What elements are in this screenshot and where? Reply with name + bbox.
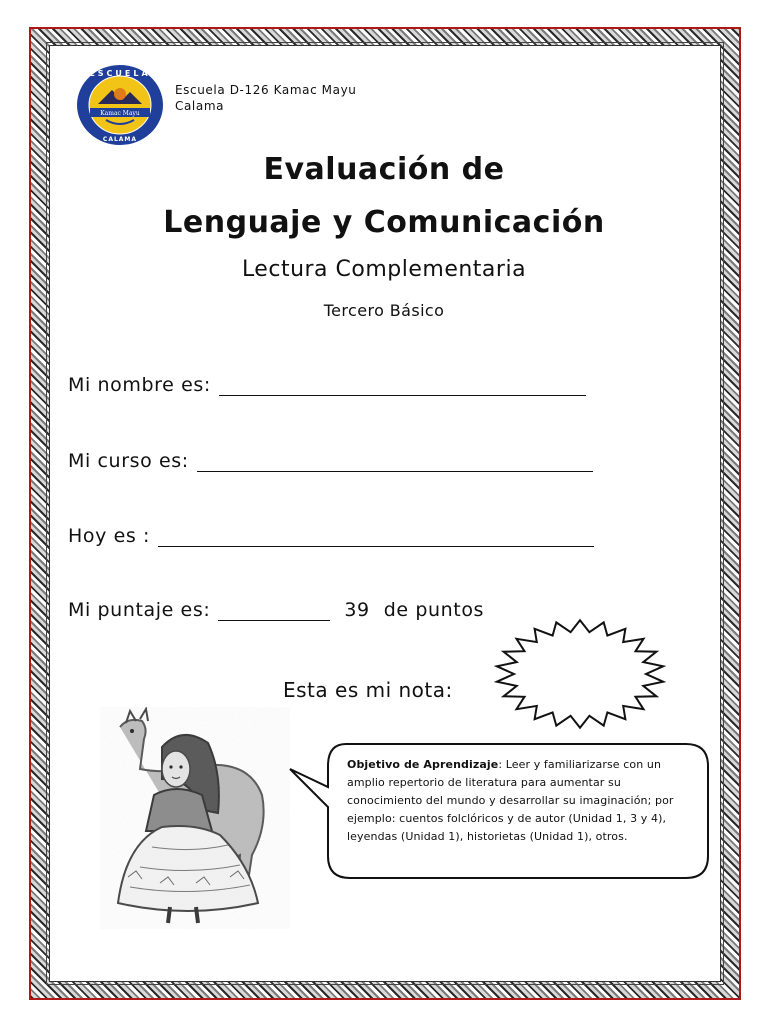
school-info (175, 82, 357, 114)
score-field[interactable] (68, 599, 484, 621)
course-field[interactable] (68, 450, 593, 472)
title-line-1: Evaluación de (263, 152, 505, 187)
school-name: Escuela D-126 Kamac Mayu (175, 83, 357, 97)
logo-band-text: Kamac Mayu (100, 110, 140, 117)
objective-label: Objetivo de Aprendizaje (347, 758, 499, 771)
objective-body: : Leer y familiarizarse con un amplio repertorio de literatura para aumentar su conocimiento del mundo y desarrollar su imaginación; por ejemplo: cuentos folclóricos y de autor (Unidad 1, 3 y 4), leyendas (Unidad 1), historietas (Unidad 1), otros. (347, 758, 674, 843)
grade-label: Esta es mi nota: (283, 678, 453, 702)
subtitle: Lectura Complementaria (241, 257, 527, 282)
grade-level: Tercero Básico (323, 301, 445, 320)
score-label: Mi puntaje es: (68, 599, 211, 621)
school-city: Calama (175, 99, 225, 113)
course-blank-line[interactable] (197, 453, 593, 472)
logo-top-text: ESCUELA (89, 69, 151, 78)
school-logo (76, 64, 164, 146)
name-field[interactable] (68, 374, 586, 396)
girl-with-llama-illustration (100, 707, 290, 929)
score-suffix: de puntos (383, 599, 485, 621)
learning-objective-text (347, 756, 687, 846)
score-total: 39 (344, 599, 370, 621)
date-label: Hoy es : (68, 525, 151, 547)
score-blank-line[interactable] (218, 602, 330, 621)
logo-bottom-text: CALAMA (102, 136, 138, 143)
grade-starburst-box[interactable] (494, 617, 666, 731)
name-label: Mi nombre es: (68, 374, 211, 396)
name-blank-line[interactable] (219, 377, 586, 396)
course-label: Mi curso es: (68, 450, 189, 472)
date-blank-line[interactable] (158, 528, 594, 547)
title-line-2: Lenguaje y Comunicación (163, 205, 605, 240)
date-field[interactable] (68, 525, 594, 547)
